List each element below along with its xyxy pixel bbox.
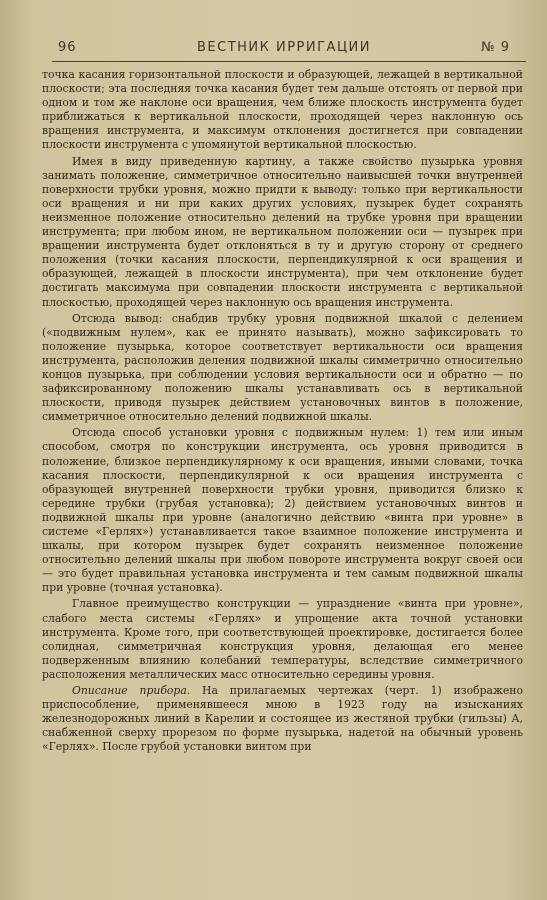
section-lead: Описание прибора. xyxy=(72,684,191,698)
paragraph: точка касания горизонтальной плоскости и образующей, лежащей в вертикальной плоскости; эта последняя точка касания будет тем дальше отстоять от первой при одном и том же наклоне оси вращения, чем ближе плоскость инструмента будет приближаться к вертикальной плоскости, проходящей через наклонную ось вращения инструмента, и максимум отклонения достигнется при совпадении плоскости инструмента с упомянутой вертикальной плоскостью. xyxy=(42,68,523,152)
article-body xyxy=(42,68,523,757)
paragraph: Отсюда вывод: снабдив трубку уровня подвижной шкалой с делением («подвижным нулем», как ее принято называть), можно зафиксировать то положение пузырька, которое соответствует вертикальности оси вращения инструмента, расположив деления подвижной шкалы симметрично относительно концов пузырька, при соблюдении условия вертикальности оси и обратно — по зафиксированному положению шкалы устанавливать ось в вертикальной плоскости, приводя пузырек действием установочных винтов в положение, симметричное относительно делений подвижной шкалы. xyxy=(42,311,523,424)
paragraph: Имея в виду приведенную картину, а также свойство пузырька уровня занимать положение, симметричное относительно наивысшей точки внутренней поверхности трубки уровня, можно придти к выводу: только при вертикальности оси вращения и ни при каких других условиях, пузырек будет сохранять неизменное положение относительно делений на трубке уровня при вращении инструмента; при любом ином, не вертикальном положении оси — пузырек при вращении инструмента будет отклоняться в ту и другую сторону от среднего положения (точки касания плоскости, перпендикулярной к оси вращения и образующей, лежащей в плоскости инструмента), при чем отклонение будет достигать максимума при совпадении плоскости инструмента с вертикальной плоскостью, проходящей через наклонную ось вращения инструмента. xyxy=(42,154,523,309)
paragraph: Описание прибора. На прилагаемых чертежах (черт. 1) изображено приспособление, применявшееся мною в 1923 году на изысканиях железнодорожных линий в Карелии и состоящее из жестяной трубки (гильзы) А, снабженной сверху прорезом по форме пузырька, надетой на обычный уровень «Герлях». После грубой установки винтом при xyxy=(42,684,524,754)
running-header xyxy=(52,38,516,58)
paragraph: Отсюда способ установки уровня с подвижным нулем: 1) тем или иным способом, смотря по конструкции инструмента, ось уровня приводится в положение, близкое перпендикулярному к оси вращения, иными словами, точка касания плоскости, перпендикулярной к оси вращения инструмента с образующей внутренней поверхности трубки уровня, приводится близко к середине трубки (грубая установка); 2) действием установочных винтов и подвижной шкалы при уровне (аналогично действию «винта при уровне» в системе «Герлях») устанавливается такое взаимное положение инструмента и шкалы, при котором пузырек будет сохранять неизменное положение относительно делений шкалы при любом повороте инструмента вокруг своей оси — это будет правильная установка инструмента и тем самым подвижной шкалы при уровне (точная установка). xyxy=(42,426,523,595)
journal-title: ВЕСТНИК ИРРИГАЦИИ xyxy=(196,40,371,55)
header-rule xyxy=(52,61,526,62)
paragraph: Главное преимущество конструкции — упразднение «винта при уровне», слабого места системы «Герлях» и упрощение акта точной установки инструмента. Кроме того, при соответствующей проектировке, достигается более солидная, симметричная конструкция уровня, делающая его менее подверженным влиянию колебаний температуры, вследствие симметричного расположения металлических масс относительно середины уровня. xyxy=(42,597,523,681)
page-number: 96 xyxy=(58,40,77,55)
issue-number: № 9 xyxy=(481,40,510,55)
